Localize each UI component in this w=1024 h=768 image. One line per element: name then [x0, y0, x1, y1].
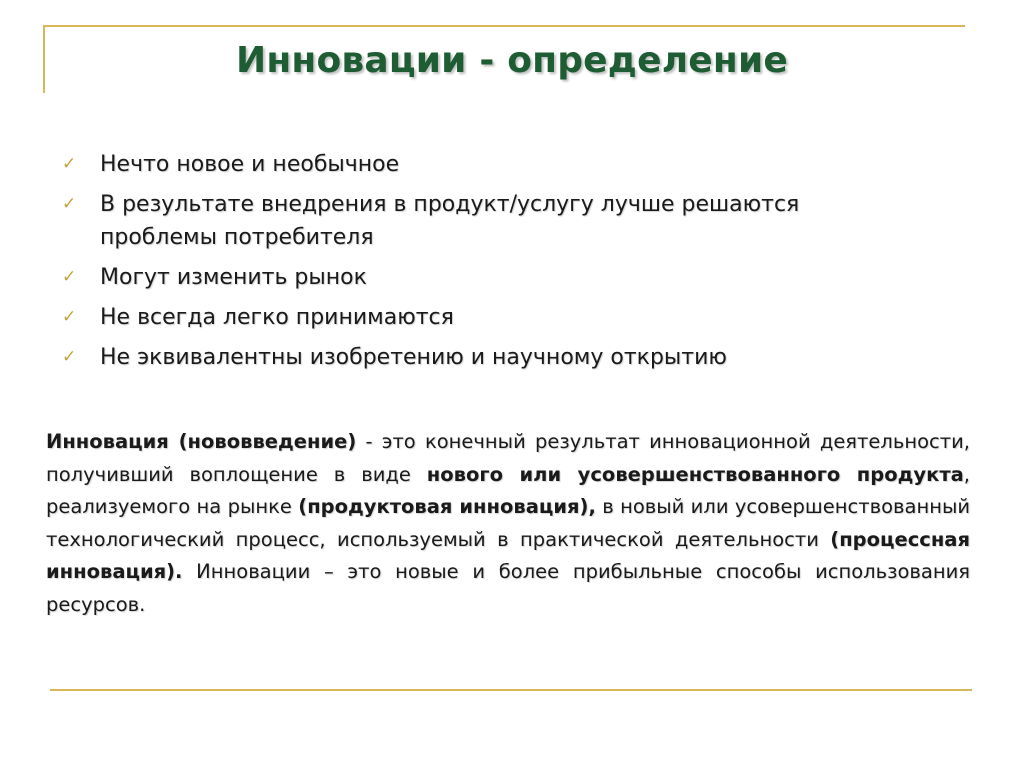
bullet-item: [60, 188, 920, 254]
bullet-text: Не всегда легко принимаются: [100, 305, 454, 330]
bullet-item: [60, 261, 920, 294]
definition-bold-product: нового или усовершенствованного продукта: [426, 462, 964, 486]
top-divider: [43, 25, 965, 27]
bullet-text: В результате внедрения в продукт/услугу лучше решаются проблемы потребителя: [100, 192, 800, 250]
definition-text-3: в новый или усовершенствованный технологический процесс, используемый в практической деятельности: [46, 495, 971, 551]
check-mark-icon: ✓: [62, 347, 77, 367]
check-mark-icon: ✓: [62, 267, 77, 287]
bullet-text: Могут изменить рынок: [100, 265, 367, 290]
bullet-item: [60, 341, 920, 374]
definition-bold-product-innovation: (продуктовая инновация),: [298, 495, 596, 519]
definition-paragraph: [46, 426, 970, 622]
definition-bold-process-innovation: (процессная инновация).: [46, 527, 970, 584]
bullet-text: Не эквивалентны изобретению и научному открытию: [100, 345, 727, 370]
definition-text-4: Инновации – это новые и более прибыльные способы использования ресурсов.: [46, 560, 970, 616]
check-mark-icon: ✓: [62, 154, 77, 174]
check-mark-icon: ✓: [62, 194, 77, 214]
definition-text-2: , реализуемого на рынке: [46, 462, 970, 519]
bullet-item: [60, 148, 920, 181]
bullet-list: [60, 148, 920, 381]
bullet-text: Нечто новое и необычное: [100, 152, 400, 177]
definition-term: Инновация (нововведение): [46, 430, 357, 453]
bullet-item: [60, 301, 920, 334]
slide-title: Инновации - определение: [235, 40, 788, 81]
bottom-divider: [50, 689, 972, 691]
definition-text-1: - это конечный результат инновационной деятельности, получивший воплощение в виде: [46, 430, 970, 486]
check-mark-icon: ✓: [62, 307, 77, 327]
